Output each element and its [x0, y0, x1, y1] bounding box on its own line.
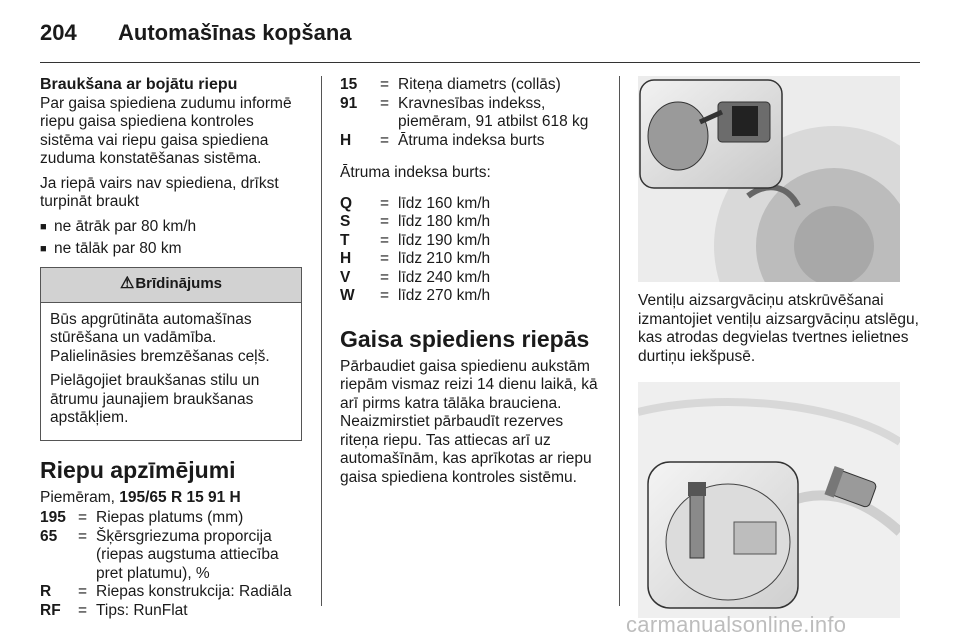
equals-sign: =: [380, 213, 390, 230]
definition-value: Tips: RunFlat: [96, 601, 188, 619]
page-header: [40, 14, 920, 63]
valve-cap-illustration: [638, 382, 900, 618]
equals-sign: =: [380, 231, 390, 249]
equals-sign: =: [78, 583, 88, 600]
definition-key: H: [340, 131, 352, 149]
tire-markings-heading: Riepu apzīmējumi: [40, 456, 236, 483]
warning-box: [40, 267, 302, 441]
bullet-text: ne ātrāk par 80 km/h: [54, 217, 197, 235]
equals-sign: =: [380, 268, 390, 286]
definition-value: Riepas konstrukcija: Radiāla: [96, 583, 292, 600]
definition-row: [40, 602, 302, 621]
valve-cap-key-image: [638, 382, 900, 618]
warning-title: Brīdinājums: [135, 275, 223, 293]
speed-letter: V: [340, 268, 351, 286]
speed-row: [340, 213, 606, 232]
definition-row: [40, 528, 302, 584]
fuel-door-valve-key-image: [638, 76, 900, 282]
warning-header: [41, 268, 301, 303]
speed-index-intro: Ātruma indeksa burts:: [340, 164, 491, 181]
bullet-item: [40, 218, 302, 237]
speed-row: [340, 287, 606, 306]
definition-key: 15: [340, 76, 358, 93]
definition-key: 91: [340, 94, 358, 112]
warning-body: [41, 303, 301, 440]
markings-definition-list: [40, 509, 302, 620]
equals-sign: =: [380, 250, 390, 267]
example-prefix: Piemēram,: [40, 488, 120, 506]
speed-letter: Q: [340, 194, 353, 212]
definition-value: Šķērsgriezuma proporcija (riepas augstuma attiecība pret platumu), %: [96, 527, 279, 582]
page-title: Automašīnas kopšana: [118, 20, 352, 45]
speed-letter: H: [340, 250, 352, 267]
tire-pressure-heading: Gaisa spiediens riepās: [340, 325, 590, 352]
example-line: [40, 489, 302, 508]
speed-limit: līdz 180 km/h: [398, 213, 491, 230]
definition-value: Riepas platums (mm): [96, 509, 244, 526]
definition-value: Riteņa diametrs (collās): [398, 76, 561, 93]
column-divider: [619, 76, 620, 606]
definition-key: R: [40, 583, 52, 600]
speed-letter: S: [340, 213, 351, 230]
definition-value: Ātruma indeksa burts: [398, 131, 545, 149]
speed-letter: T: [340, 231, 350, 249]
definition-row: [340, 95, 606, 132]
definition-row: [340, 132, 606, 151]
equals-sign: =: [78, 601, 88, 619]
column-middle: [340, 76, 606, 493]
equals-sign: =: [380, 287, 390, 304]
speed-limit: līdz 160 km/h: [398, 194, 491, 212]
definition-row: [340, 76, 606, 95]
definition-key: 195: [40, 509, 66, 526]
column-left: [40, 76, 302, 620]
speed-row: [340, 195, 606, 214]
warning-triangle-icon: ⚠: [119, 275, 135, 293]
equals-sign: =: [78, 527, 88, 545]
equals-sign: =: [380, 194, 390, 212]
speed-limit: līdz 210 km/h: [398, 250, 491, 267]
definition-key: RF: [40, 601, 61, 619]
equals-sign: =: [380, 76, 390, 93]
bullet-item: [40, 240, 302, 259]
speed-row: [340, 250, 606, 269]
speed-row: [340, 269, 606, 288]
damaged-tire-paragraph-2: Ja riepā vairs nav spiediena, drīkst turpināt braukt: [40, 174, 279, 210]
equals-sign: =: [380, 94, 390, 112]
markings-definition-list-cont: [340, 76, 606, 150]
damaged-tire-paragraph-1: Par gaisa spiediena zudumu informē riepu gaisa spiediena kontroles sistēma vai riepu gaisa spiediena zuduma konstatēšanas sistēma.: [40, 94, 292, 167]
column-right: [638, 76, 920, 618]
definition-row: [40, 583, 302, 602]
column-divider: [321, 76, 322, 606]
example-code: 195/65 R 15 91 H: [119, 488, 241, 506]
fuel-door-illustration: [638, 76, 900, 282]
warning-paragraph-1: Būs apgrūtināta automašīnas stūrēšana un vadāmība. Palielināsies bremzēšanas ceļš.: [50, 310, 270, 365]
speed-limit: līdz 190 km/h: [398, 231, 491, 249]
definition-value: Kravnesības indekss, piemēram, 91 atbilst 618 kg: [398, 94, 589, 130]
definition-row: [40, 509, 302, 528]
bullet-square-icon: ■: [40, 243, 47, 255]
speed-row: [340, 232, 606, 251]
bullet-square-icon: ■: [40, 220, 47, 233]
speed-letter: W: [340, 287, 355, 304]
page-number: 204: [40, 20, 77, 45]
tire-pressure-paragraph: Pārbaudiet gaisa spiedienu aukstām riepām vismaz reizi 14 dienu laikā, kā arī pirms katra tālāka brauciena. Neaizmirstiet pārbaudīt rezerves riteņa riepu. Tas attiecas arī uz automašīnām, kas aprīkotas ar riepu gaisa spiediena kontroles sistēmu.: [340, 357, 598, 486]
bullet-text: ne tālāk par 80 km: [54, 240, 182, 257]
damaged-tire-heading: Braukšana ar bojātu riepu: [40, 76, 238, 93]
equals-sign: =: [78, 509, 88, 526]
watermark: carmanualsonline.info: [626, 612, 847, 637]
valve-cap-caption: Ventiļu aizsargvāciņu atskrūvēšanai izmantojiet ventiļu aizsargvāciņu atslēgu, kas atrodas degvielas tvertnes ielietnes durtiņu iekšpusē.: [638, 292, 919, 365]
speed-limit: līdz 240 km/h: [398, 268, 491, 286]
warning-paragraph-2: Pielāgojiet braukšanas stilu un ātrumu jaunajiem braukšanas apstākļiem.: [50, 372, 260, 426]
equals-sign: =: [380, 131, 390, 149]
definition-key: 65: [40, 527, 58, 545]
speed-limit: līdz 270 km/h: [398, 287, 491, 304]
speed-index-list: [340, 195, 606, 306]
